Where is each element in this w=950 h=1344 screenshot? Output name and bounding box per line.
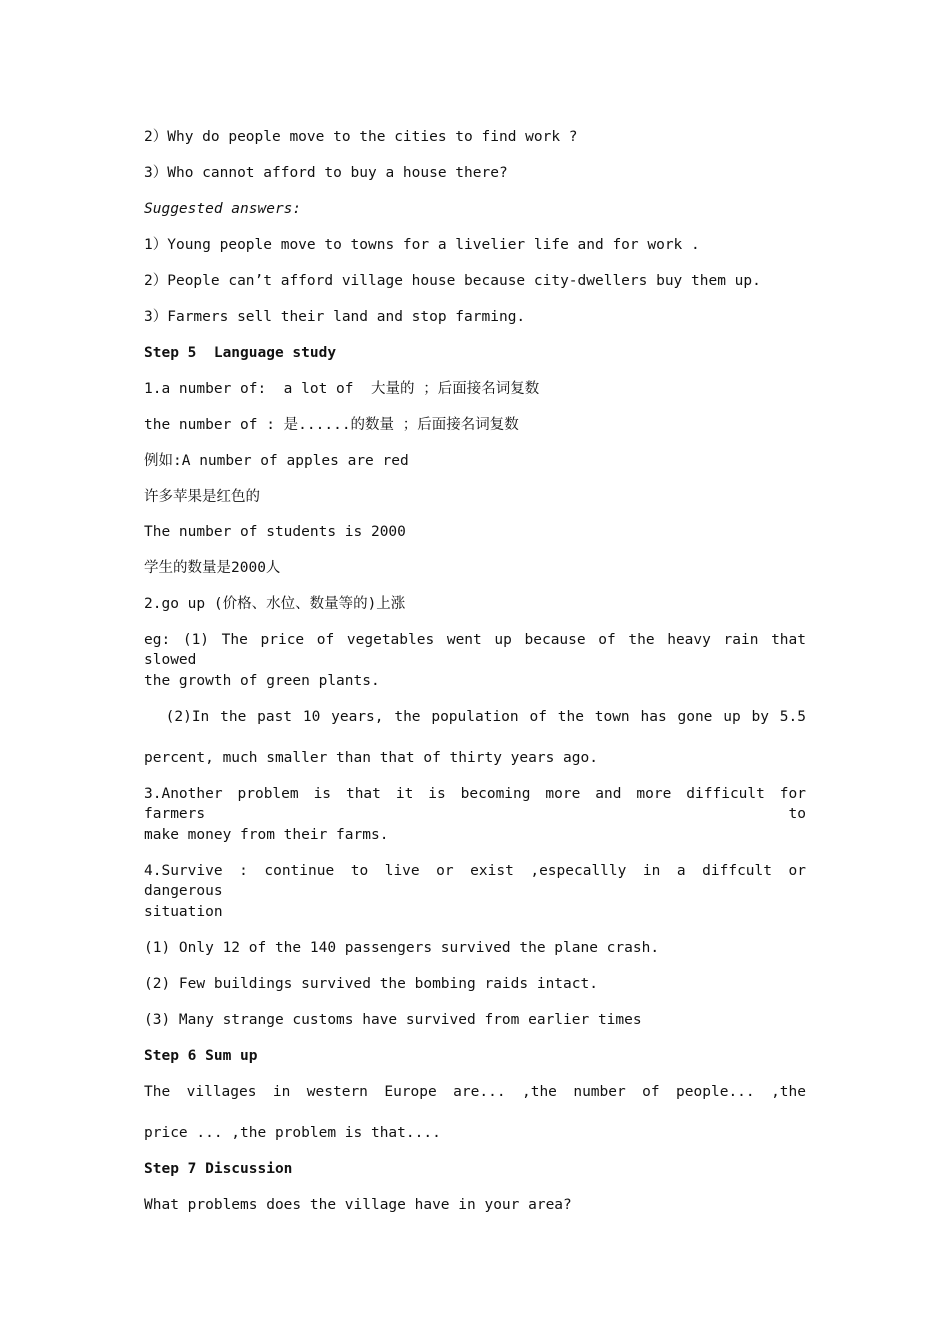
survive-example-2: (2) Few buildings survived the bombing raids intact. bbox=[144, 976, 598, 992]
language-point-3-line-2: make money from their farms. bbox=[144, 827, 389, 843]
language-point-2: 2.go up (价格、水位、数量等的)上涨 bbox=[144, 596, 406, 612]
sum-up-line-2: price ... ,the problem is that.... bbox=[144, 1125, 441, 1141]
discussion-question: What problems does the village have in your area? bbox=[144, 1197, 572, 1213]
language-point-4-line-1: 4.Survive : continue to live or exist ,especallly in a diffcult or dangerous bbox=[144, 863, 806, 899]
example-translation-2: 学生的数量是2000人 bbox=[144, 560, 281, 576]
step-5-heading: Step 5 Language study bbox=[144, 345, 337, 361]
go-up-example-1-line-2: the growth of green plants. bbox=[144, 673, 380, 689]
language-point-4-line-2: situation bbox=[144, 904, 223, 920]
go-up-example-2-line-2: percent, much smaller than that of thirty years ago. bbox=[144, 750, 598, 766]
answer-3: 3）Farmers sell their land and stop farming. bbox=[144, 309, 526, 325]
answer-1: 1）Young people move to towns for a livelier life and for work . bbox=[144, 237, 700, 253]
question-2: 2）Why do people move to the cities to find work ? bbox=[144, 129, 578, 145]
example-2: The number of students is 2000 bbox=[144, 524, 406, 540]
survive-example-1: (1) Only 12 of the 140 passengers survived the plane crash. bbox=[144, 940, 660, 956]
answer-2: 2）People can’t afford village house because city-dwellers buy them up. bbox=[144, 273, 761, 289]
question-3: 3）Who cannot afford to buy a house there? bbox=[144, 165, 508, 181]
language-point-1: 1.a number of: a lot of 大量的 ；后面接名词复数 bbox=[144, 381, 540, 397]
language-point-3-line-1: 3.Another problem is that it is becoming more and more difficult for farmers to bbox=[144, 786, 806, 822]
language-point-1b: the number of : 是......的数量 ；后面接名词复数 bbox=[144, 417, 519, 433]
step-7-heading: Step 7 Discussion bbox=[144, 1161, 293, 1177]
survive-example-3: (3) Many strange customs have survived from earlier times bbox=[144, 1012, 642, 1028]
example-translation-1: 许多苹果是红色的 bbox=[144, 489, 260, 505]
suggested-answers-heading: Suggested answers: bbox=[144, 201, 302, 217]
sum-up-line-1: The villages in western Europe are... ,the number of people... ,the bbox=[144, 1084, 806, 1100]
step-6-heading: Step 6 Sum up bbox=[144, 1048, 258, 1064]
go-up-example-2-line-1: (2)In the past 10 years, the population of the town has gone up by 5.5 bbox=[144, 709, 806, 725]
go-up-example-1-line-1: eg: (1) The price of vegetables went up because of the heavy rain that slowed bbox=[144, 632, 806, 668]
example-intro: 例如:A number of apples are red bbox=[144, 453, 409, 469]
